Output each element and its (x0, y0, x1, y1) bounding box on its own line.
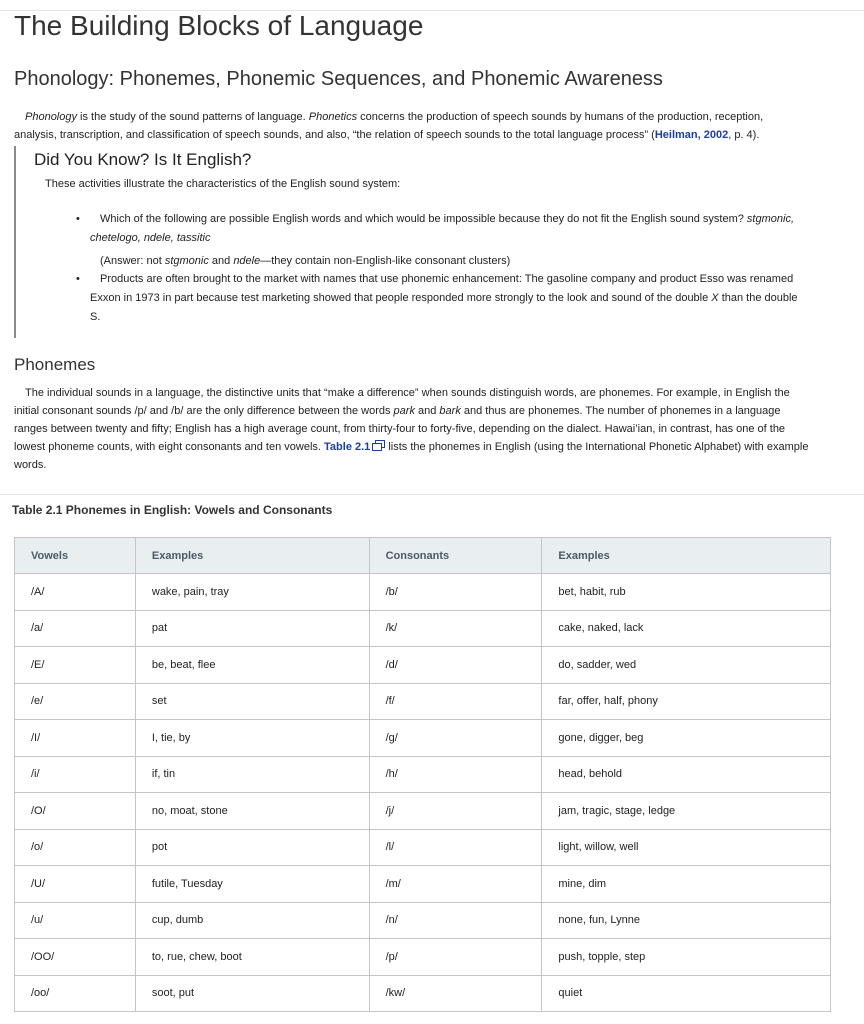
table-cell: be, beat, flee (135, 647, 369, 684)
table-cell: /U/ (15, 866, 136, 903)
table-row (15, 829, 831, 866)
table-cell: /h/ (369, 756, 542, 793)
table-cell: /e/ (15, 683, 136, 720)
table-cell: futile, Tuesday (135, 866, 369, 903)
table-row (15, 975, 831, 1012)
term-phonetics: Phonetics (308, 111, 358, 123)
table-cell: /m/ (369, 866, 542, 903)
table-cell: /i/ (15, 756, 136, 793)
table-cell: /A/ (15, 574, 136, 611)
table-cell: if, tin (135, 756, 369, 793)
table-reference-link[interactable]: Table 2.1 (324, 441, 385, 453)
table-row (15, 574, 831, 611)
table-cell: no, moat, stone (135, 793, 369, 830)
table-cell: bet, habit, rub (542, 574, 831, 611)
did-you-know-lead: These activities illustrate the characteristics of the English sound system: (45, 178, 401, 190)
header-consonants: Consonants (369, 538, 542, 574)
table-row (15, 756, 831, 793)
table-cell: /l/ (369, 829, 542, 866)
bullet-icon: • (76, 273, 80, 285)
did-you-know-title: Did You Know? Is It English? (34, 150, 252, 169)
section-title: Phonology: Phonemes, Phonemic Sequences, and Phonemic Awareness (14, 68, 663, 90)
table-cell: cup, dumb (135, 902, 369, 939)
table-cell: jam, tragic, stage, ledge (542, 793, 831, 830)
table-row (15, 902, 831, 939)
table-cell: /p/ (369, 939, 542, 976)
page-title: The Building Blocks of Language (14, 10, 424, 41)
table-cell: wake, pain, tray (135, 574, 369, 611)
table-cell: quiet (542, 975, 831, 1012)
table-cell: gone, digger, beg (542, 720, 831, 757)
did-you-know-box (14, 146, 836, 338)
table-row (15, 793, 831, 830)
table-cell: pot (135, 829, 369, 866)
table-cell: /oo/ (15, 975, 136, 1012)
table-cell: soot, put (135, 975, 369, 1012)
table-cell: light, willow, well (542, 829, 831, 866)
table-cell: /k/ (369, 610, 542, 647)
list-item: • Which of the following are possible English words and which would be impossible because they do not fit the English sound system? stgmonic, chetelogo, ndele, tassitic (90, 210, 830, 248)
answer-note: (Answer: not stgmonic and ndele—they contain non-English-like consonant clusters) (100, 255, 511, 267)
popup-icon (372, 440, 385, 451)
table-cell: /o/ (15, 829, 136, 866)
table-cell: do, sadder, wed (542, 647, 831, 684)
phonemes-table (14, 537, 831, 1012)
table-cell: /j/ (369, 793, 542, 830)
table-row (15, 647, 831, 684)
phonemes-paragraph: The individual sounds in a language, the distinctive units that “make a difference” when sounds distinguish words, are phonemes. For example, in English the initial consonant sounds /p/ and /b/ are the only difference between the words park and bark and thus are phonemes. The number of phonemes in a language ranges between twenty and fifty; English has a high average count, from thirty-four to forty-five, depending on the dialect. Hawai’ian, in contrast, has one of the lowest phoneme counts, with eight consonants and ten vowels. Table 2.1 lists the phonemes in English (using the International Phonetic Alphabet) with example words. (14, 387, 809, 471)
table-cell: cake, naked, lack (542, 610, 831, 647)
table-cell: mine, dim (542, 866, 831, 903)
table-cell: /u/ (15, 902, 136, 939)
table-cell: pat (135, 610, 369, 647)
header-examples: Examples (542, 538, 831, 574)
table-cell: /b/ (369, 574, 542, 611)
table-row (15, 939, 831, 976)
table-caption: Table 2.1 Phonemes in English: Vowels and Consonants (12, 503, 333, 517)
table-cell: /g/ (369, 720, 542, 757)
table-cell: far, offer, half, phony (542, 683, 831, 720)
table-cell: /d/ (369, 647, 542, 684)
table-row (15, 866, 831, 903)
table-cell: /O/ (15, 793, 136, 830)
table-cell: push, topple, step (542, 939, 831, 976)
phonemes-heading: Phonemes (14, 355, 96, 374)
header-examples: Examples (135, 538, 369, 574)
table-header-row (15, 538, 831, 574)
table-cell: /OO/ (15, 939, 136, 976)
table-cell: /I/ (15, 720, 136, 757)
header-vowels: Vowels (15, 538, 136, 574)
section-divider (0, 494, 864, 495)
bullet-icon: • (76, 213, 80, 225)
table-cell: /kw/ (369, 975, 542, 1012)
intro-paragraph: Phonology is the study of the sound patterns of language. Phonetics concerns the production of speech sounds by humans of the production, reception, analysis, transcription, and classification of speech sounds, and also, “the relation of speech sounds to the total language process” (Heilman, 2002, p. 4). (14, 111, 764, 141)
table-row (15, 683, 831, 720)
list-item: • Products are often brought to the market with names that use phonemic enhancement: The gasoline company and product Esso was renamed Exxon in 1973 in part because test marketing showed that people responded more strongly to the look and sound of the double X than the double S. (90, 270, 830, 327)
table-cell: /a/ (15, 610, 136, 647)
table-cell: /E/ (15, 647, 136, 684)
table-row (15, 720, 831, 757)
term-phonology: Phonology (25, 111, 77, 123)
table-cell: /n/ (369, 902, 542, 939)
table-cell: none, fun, Lynne (542, 902, 831, 939)
table-cell: head, behold (542, 756, 831, 793)
table-cell: set (135, 683, 369, 720)
table-cell: to, rue, chew, boot (135, 939, 369, 976)
table-cell: I, tie, by (135, 720, 369, 757)
citation-link[interactable]: Heilman, 2002 (654, 129, 729, 141)
table-row (15, 610, 831, 647)
table-cell: /f/ (369, 683, 542, 720)
